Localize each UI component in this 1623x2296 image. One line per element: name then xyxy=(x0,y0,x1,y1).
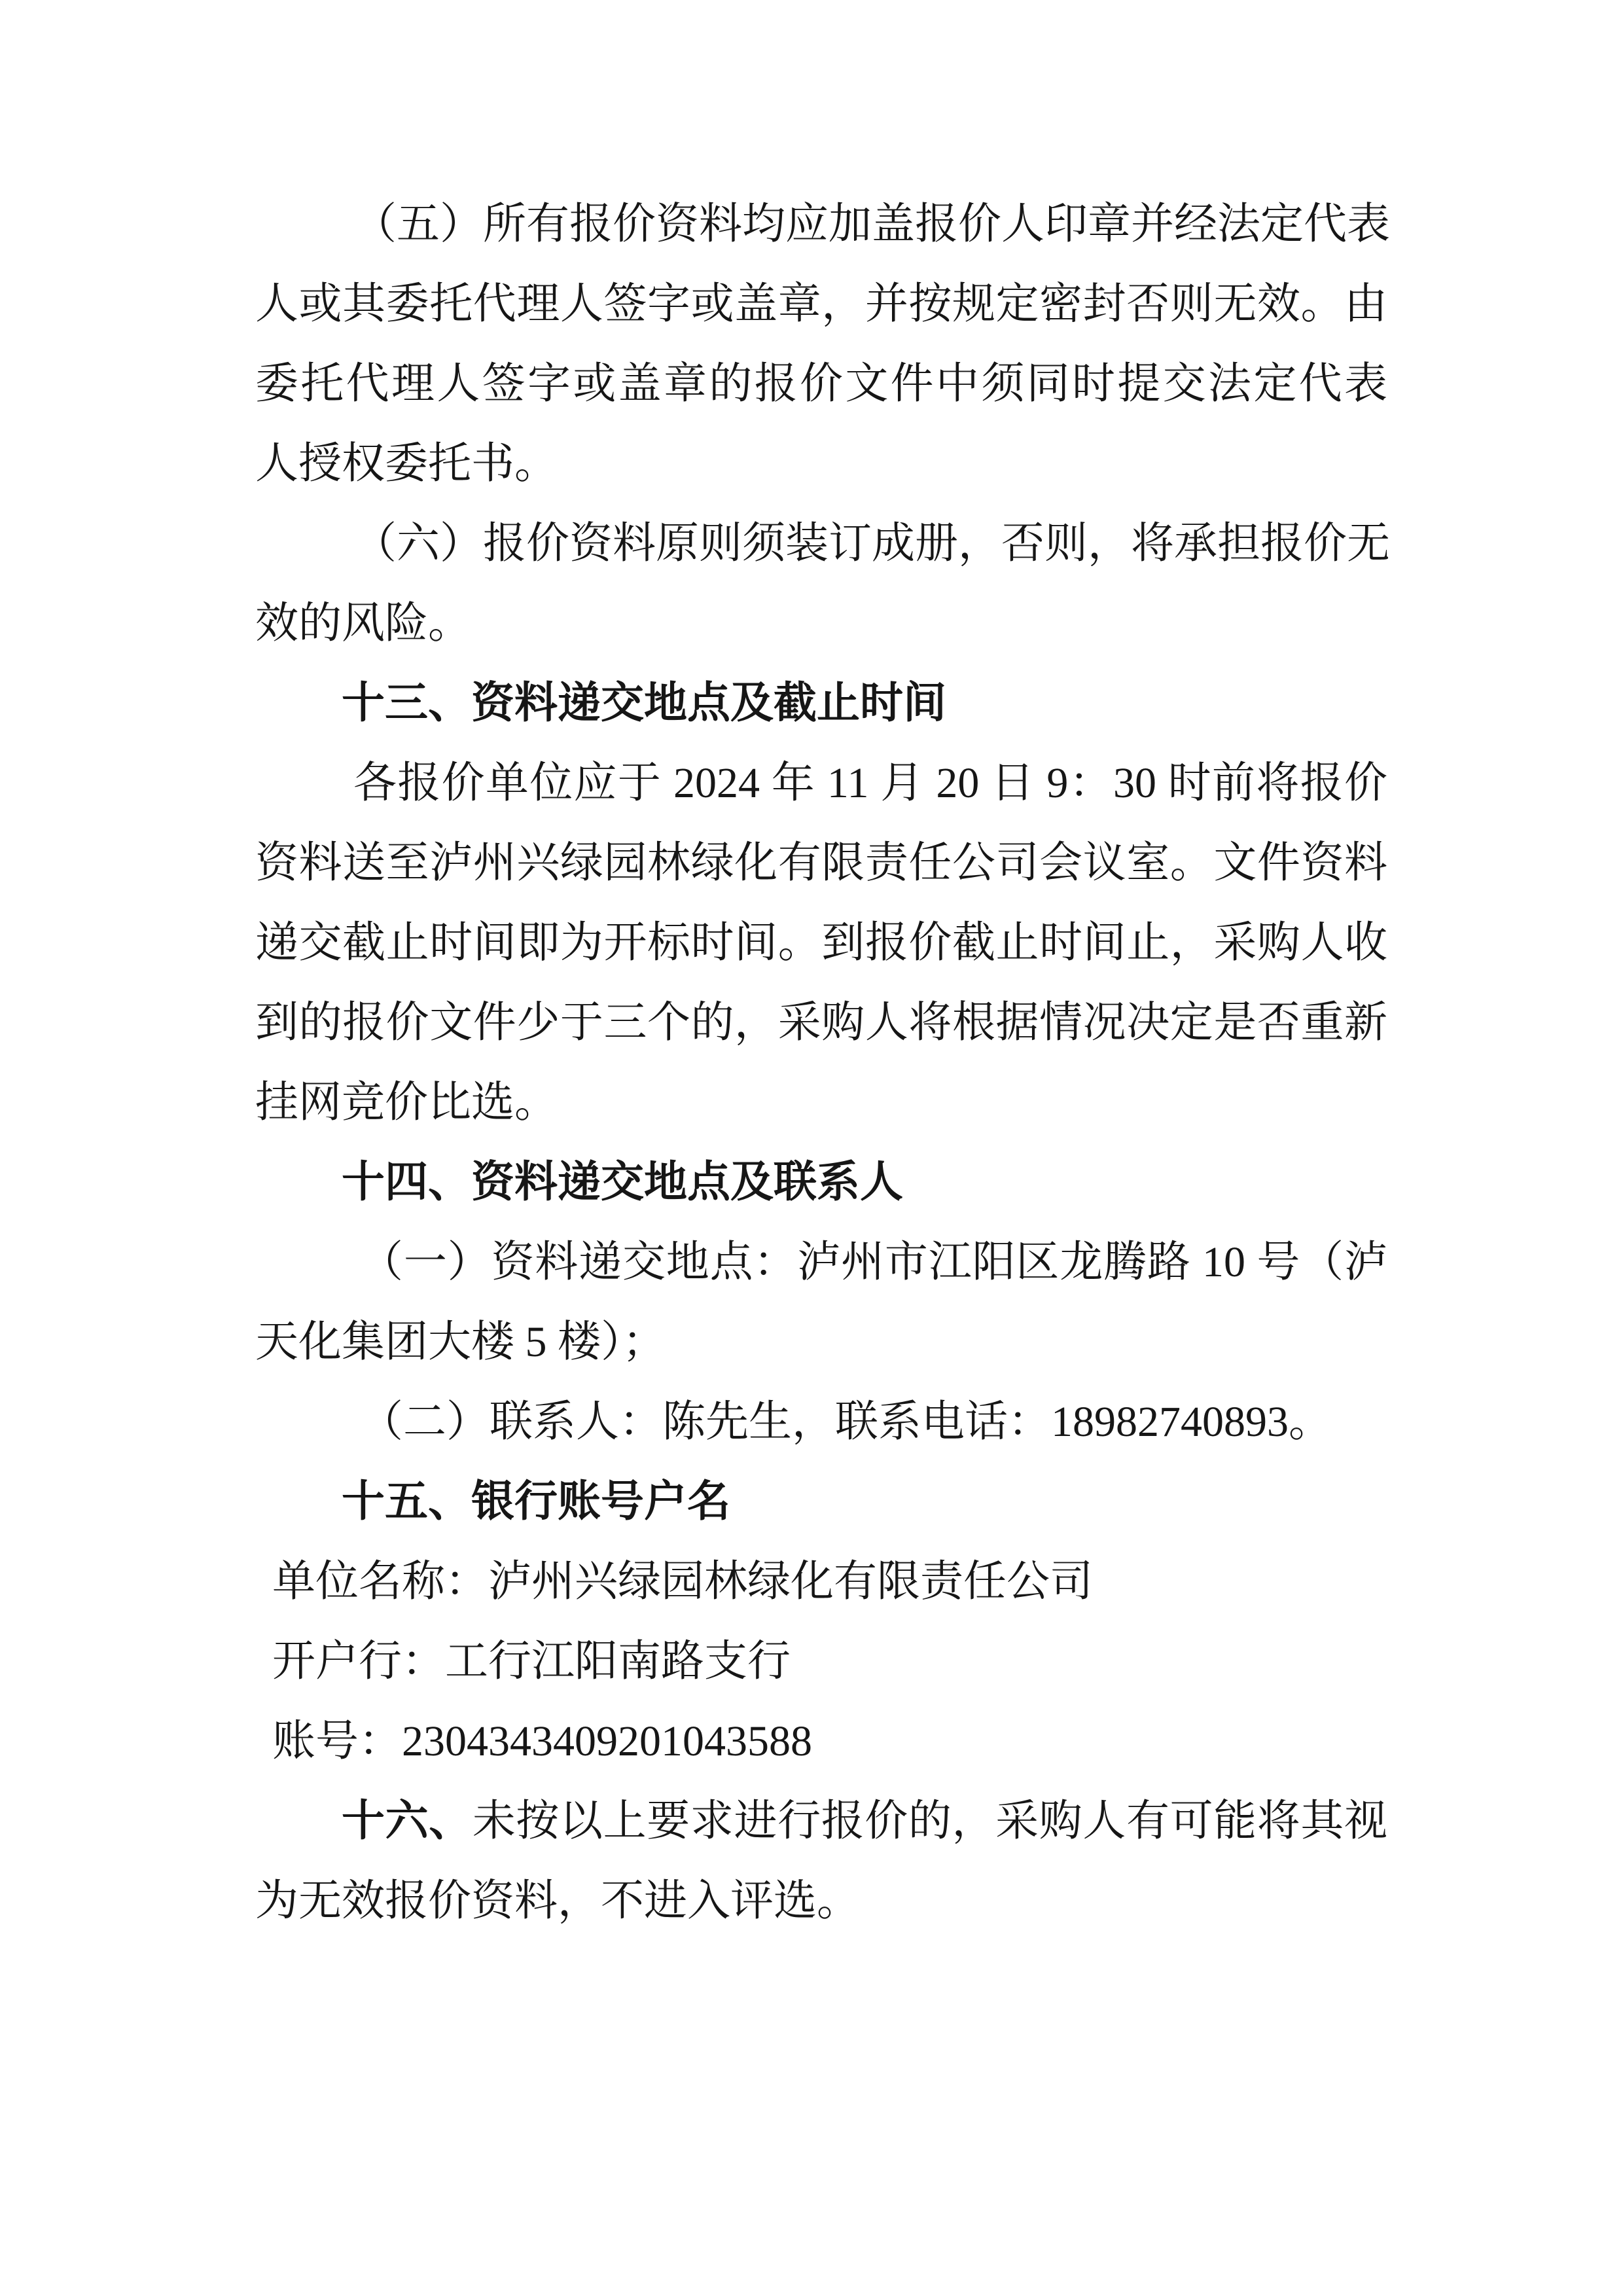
account-name-line: 单位名称：泸州兴绿园林绿化有限责任公司 xyxy=(272,1558,1093,1605)
section-13-body-line-1: 各报价单位应于 2024 年 11 月 20 日 9：30 时前将报价 xyxy=(353,759,1387,807)
clause-5-text-line-3: 委托代理人签字或盖章的报价文件中须同时提交法定代表 xyxy=(255,360,1387,408)
section-13-body-line-4: 到的报价文件少于三个的，采购人将根据情况决定是否重新 xyxy=(255,999,1387,1047)
section-13-body-line-2: 资料送至泸州兴绿园林绿化有限责任公司会议室。文件资料 xyxy=(255,839,1387,887)
clause-5-text-line-1: （五）所有报价资料均应加盖报价人印章并经法定代表 xyxy=(353,200,1390,248)
clause-6-text-line-2: 效的风险。 xyxy=(255,600,471,647)
section-13-heading: 十三、资料递交地点及截止时间 xyxy=(342,679,946,727)
clause-5-text-line-4: 人授权委托书。 xyxy=(255,440,558,488)
section-16-label: 十六、 xyxy=(342,1797,473,1845)
item-1-line-2: 天化集团大楼 5 楼）； xyxy=(255,1318,666,1366)
section-16-line-2: 为无效报价资料，不进入评选。 xyxy=(255,1877,860,1925)
bank-branch-line: 开户行：工行江阳南路支行 xyxy=(272,1638,791,1685)
account-number-line: 账号：2304343409201043588 xyxy=(272,1717,812,1765)
section-16-text: 未按以上要求进行报价的，采购人有可能将其视 xyxy=(472,1797,1388,1845)
section-16-line-1 xyxy=(255,1782,1387,1861)
section-15-heading: 十五、银行账号户名 xyxy=(342,1478,730,1526)
item-2-line: （二）联系人：陈先生，联系电话：18982740893。 xyxy=(360,1398,1332,1446)
item-1-line-1: （一）资料递交地点：泸州市江阳区龙腾路 10 号（泸 xyxy=(360,1238,1387,1286)
section-13-body-line-3: 递交截止时间即为开标时间。到报价截止时间止，采购人收 xyxy=(255,919,1387,967)
clause-5-text-line-2: 人或其委托代理人签字或盖章，并按规定密封否则无效。由 xyxy=(255,280,1387,328)
clause-6-text-line-1: （六）报价资料原则须装订成册，否则，将承担报价无 xyxy=(353,520,1390,567)
section-14-heading: 十四、资料递交地点及联系人 xyxy=(342,1158,903,1206)
section-13-body-line-5: 挂网竞价比选。 xyxy=(255,1079,558,1126)
